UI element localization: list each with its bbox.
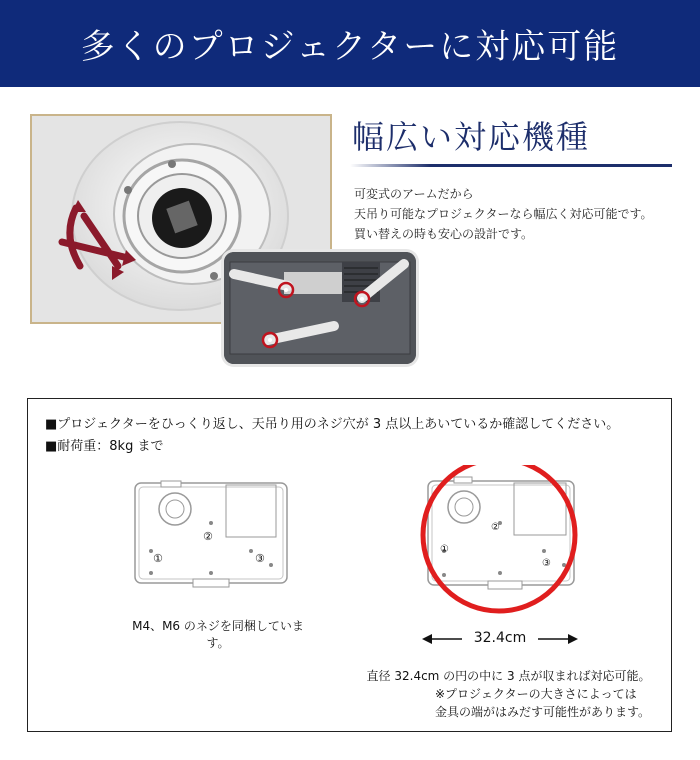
title-divider xyxy=(350,164,672,167)
warning-line: 金具の端がはみだす可能性があります。 xyxy=(435,705,651,719)
description-line: 買い替えの時も安心の設計です。 xyxy=(354,227,534,241)
screw-label-1: ① xyxy=(153,552,163,565)
screw-label-2: ② xyxy=(203,530,213,543)
description-line: 天吊り可能なプロジェクターなら幅広く対応可能です。 xyxy=(354,207,653,221)
size-warning-note xyxy=(435,685,650,721)
compatibility-instructions xyxy=(27,398,672,732)
projector-underside-illustration xyxy=(224,252,416,364)
diameter-label: 32.4cm xyxy=(473,630,527,646)
title-banner xyxy=(0,0,700,87)
banner-title: 多くのプロジェクターに対応可能 xyxy=(80,27,620,67)
description-line: 可変式のアームだから xyxy=(354,187,474,201)
projector-underside-photo xyxy=(224,252,416,364)
feature-title: 幅広い対応機種 xyxy=(352,118,591,156)
feature-description xyxy=(354,184,653,244)
screw-label-3: ③ xyxy=(255,552,265,565)
compatibility-caption: 直径 32.4cm の円の中に 3 点が収まれば対応可能。 xyxy=(366,669,651,683)
screw-included-caption: M4、M6 のネジを同梱しています。 xyxy=(132,619,304,650)
warning-line: ※プロジェクターの大きさによっては xyxy=(435,687,637,701)
screw-label-3: ③ xyxy=(542,558,551,569)
screw-label-2: ② xyxy=(491,522,500,533)
projector-diagram-right xyxy=(414,465,584,615)
load-capacity-note: ■耐荷重：8kg まで xyxy=(45,439,164,454)
screw-label-1: ① xyxy=(440,544,449,555)
screw-hole-note: ■プロジェクターをひっくり返し、天吊り用のネジ穴が 3 点以上あいているか確認してください。 xyxy=(45,417,620,432)
